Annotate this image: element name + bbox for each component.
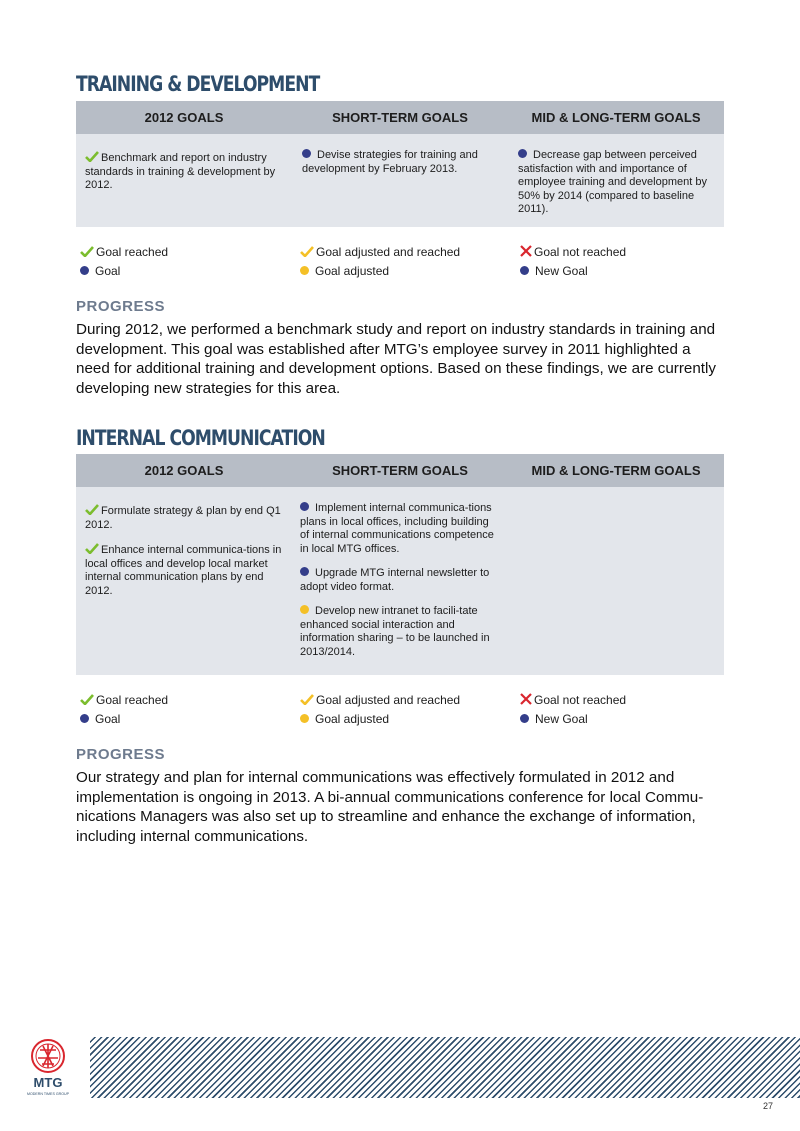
footer-hatch-pattern — [90, 1037, 800, 1098]
page-number: 27 — [762, 1101, 773, 1111]
legend-goal-not-reached: Goal not reached — [520, 245, 740, 259]
col-2012-goals — [76, 134, 292, 227]
goals-table-body — [76, 134, 724, 227]
goals-table-header — [76, 101, 724, 134]
goal-item: Implement internal communica-tions plans in local offices, including building of internal communications competence in local MTG offices. — [300, 502, 494, 555]
legend-new-goal: New Goal — [520, 264, 740, 278]
goal-item: Develop new intranet to facili-tate enhanced social interaction and information sharing – to be launched in 2013/2014. — [300, 605, 490, 658]
dot-blue-icon — [520, 266, 529, 275]
goal-item: Benchmark and report on industry standards in training & development by 2012. — [85, 152, 276, 191]
dot-blue-icon — [518, 149, 527, 158]
goal-item: Upgrade MTG internal newsletter to adopt video format. — [300, 567, 490, 593]
check-yellow-icon — [300, 694, 314, 705]
legend-goal: Goal — [80, 712, 300, 726]
legend-goal-reached: Goal reached — [80, 245, 300, 259]
dot-yellow-icon — [300, 266, 309, 275]
col-short-term-goals — [292, 487, 508, 675]
header-2012-goals: 2012 GOALS — [144, 463, 224, 478]
legend-new-goal: New Goal — [520, 712, 740, 726]
progress-text-training: During 2012, we performed a benchmark study and report on industry standards in training and development. This goal was established after MTG’s employee survey in 2011 highlighted a need for additional training and development options. Based on these findings, we are currently developing new strategies for this area. — [76, 321, 716, 397]
dot-yellow-icon — [300, 714, 309, 723]
goal-item: Formulate strategy & plan by end Q1 2012. — [85, 505, 281, 531]
dot-blue-icon — [302, 149, 311, 158]
x-red-icon — [520, 693, 532, 705]
col-2012-goals — [76, 487, 292, 675]
legend-goal-not-reached: Goal not reached — [520, 693, 740, 707]
section-title-training: TRAINING & DEVELOPMENT — [76, 72, 320, 96]
goals-table-body — [76, 487, 724, 675]
check-yellow-icon — [300, 246, 314, 257]
check-green-icon — [85, 504, 99, 515]
goals-table-training — [76, 101, 724, 227]
legend-goal-adjusted-reached: Goal adjusted and reached — [300, 245, 520, 259]
progress-heading-training: PROGRESS — [76, 298, 166, 315]
check-green-icon — [80, 246, 94, 257]
check-green-icon — [85, 543, 99, 554]
header-mid-long-term-goals: MID & LONG-TERM GOALS — [531, 463, 701, 478]
header-short-term-goals: SHORT-TERM GOALS — [332, 463, 468, 478]
legend-goal-adjusted: Goal adjusted — [300, 264, 520, 278]
legend-internal-communication — [80, 690, 740, 728]
dot-blue-icon — [80, 266, 89, 275]
x-red-icon — [520, 245, 532, 257]
header-2012-goals: 2012 GOALS — [144, 110, 224, 125]
col-mid-long-term-goals — [508, 134, 724, 227]
dot-blue-icon — [300, 567, 309, 576]
logo-text: MTG — [33, 1075, 63, 1090]
dot-blue-icon — [300, 502, 309, 511]
header-mid-long-term-goals: MID & LONG-TERM GOALS — [531, 110, 701, 125]
dot-blue-icon — [520, 714, 529, 723]
header-short-term-goals: SHORT-TERM GOALS — [332, 110, 468, 125]
legend-goal: Goal — [80, 264, 300, 278]
progress-text-internal-communication: Our strategy and plan for internal communications was effectively formulated in 2012 and implementation is ongoing in 2013. A bi-annual communications conference for local Commu-nications Managers was also set up to streamline and enhance the exchange of information, including internal communications. — [76, 769, 704, 845]
goals-table-internal-communication — [76, 454, 724, 675]
check-green-icon — [85, 151, 99, 162]
goal-item: Decrease gap between perceived satisfaction with and importance of employee training and development by 50% by 2014 (compared to baseline 2011). — [518, 149, 707, 215]
dot-blue-icon — [80, 714, 89, 723]
goal-item: Devise strategies for training and development by February 2013. — [302, 149, 478, 175]
mtg-logo — [26, 1036, 76, 1102]
legend-goal-adjusted: Goal adjusted — [300, 712, 520, 726]
logo-subtext: MODERN TIMES GROUP — [26, 1092, 70, 1096]
legend-goal-reached: Goal reached — [80, 693, 300, 707]
check-green-icon — [80, 694, 94, 705]
legend-training — [80, 242, 740, 280]
legend-goal-adjusted-reached: Goal adjusted and reached — [300, 693, 520, 707]
col-mid-long-term-goals — [508, 487, 724, 675]
dot-yellow-icon — [300, 605, 309, 614]
progress-heading-internal-communication: PROGRESS — [76, 746, 166, 763]
col-short-term-goals — [292, 134, 508, 227]
section-title-internal-communication: INTERNAL COMMUNICATION — [76, 426, 325, 450]
goals-table-header — [76, 454, 724, 487]
goal-item: Enhance internal communica-tions in local offices and develop local market internal communication plans by end 2012. — [85, 544, 282, 597]
